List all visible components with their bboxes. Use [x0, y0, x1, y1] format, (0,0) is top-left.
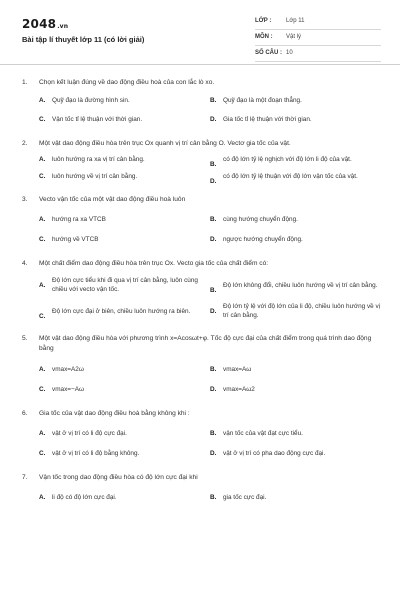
option-c[interactable]	[39, 235, 210, 244]
option-letter: D.	[210, 450, 217, 457]
option-letter: C.	[39, 236, 46, 243]
option-letter: A.	[39, 366, 46, 373]
meta-row-count	[255, 46, 381, 62]
option-b[interactable]	[210, 281, 381, 294]
option-letter: C.	[39, 386, 46, 393]
logo-main: 2048	[22, 17, 57, 31]
question-stem	[22, 195, 382, 205]
option-letter: B.	[210, 366, 217, 373]
option-text: vmax=Aω2	[223, 386, 255, 393]
question-7	[22, 473, 382, 502]
question-2	[22, 139, 382, 185]
option-c[interactable]	[39, 115, 210, 124]
option-c[interactable]	[39, 307, 210, 320]
option-row	[39, 302, 382, 320]
option-text: Gia tốc tỉ lệ thuận với thời gian.	[223, 116, 312, 123]
meta-row-class	[255, 14, 381, 30]
option-letter: C.	[39, 450, 46, 457]
question-text: Một vật dao động điều hòa với phương trình x=Acosωt+φ. Tốc độ cực đại của chất điểm trong quá trình dao động bằng	[39, 335, 372, 352]
option-d[interactable]	[210, 302, 381, 320]
option-c[interactable]	[39, 449, 210, 458]
question-text: Vecto vận tốc của một vật dao động điều hoà luôn	[39, 196, 186, 203]
option-row	[39, 172, 382, 185]
option-text: Độ lớn cực tiểu khi đi qua vị trí cân bằng, luôn cùng chiều với vecto vận tốc.	[52, 277, 198, 293]
option-c[interactable]	[39, 172, 210, 181]
option-text: có độ lớn tỷ lệ thuận với độ lớn vận tốc của vật.	[223, 173, 358, 180]
option-text: vmax=−Aω	[52, 386, 84, 393]
option-text: li độ có độ lớn cực đại.	[52, 494, 117, 501]
question-number: 2.	[22, 140, 28, 147]
option-letter: B.	[210, 494, 217, 501]
option-text: ngược hướng chuyển động.	[223, 236, 303, 243]
option-b[interactable]	[210, 493, 381, 502]
question-text: Chọn kết luận đúng về dao động điều hoà của con lắc lò xo.	[39, 79, 215, 86]
document-header	[0, 0, 400, 65]
option-text: Độ lớn không đổi, chiều luôn hướng về vị trí cân bằng.	[223, 281, 378, 289]
option-row	[39, 155, 382, 168]
site-logo[interactable]	[22, 17, 68, 31]
option-d[interactable]	[210, 115, 381, 124]
logo-suffix: .vn	[57, 23, 69, 30]
option-text: vật ở vị trí có li độ bằng không.	[52, 450, 140, 457]
option-row	[39, 115, 382, 124]
meta-label: LỚP :	[255, 18, 272, 24]
question-text: Gia tốc của vật dao động điều hoà bằng không khi :	[39, 410, 190, 417]
question-text: Một vật dao động điều hòa trên trục Ox quanh vị trí cân bằng O. Vectơ gia tốc của vật.	[39, 140, 291, 147]
option-list	[39, 276, 382, 320]
option-letter: B.	[210, 216, 217, 223]
option-a[interactable]	[39, 215, 210, 224]
option-letter: A.	[39, 97, 46, 104]
option-row	[39, 276, 382, 294]
question-stem	[22, 409, 382, 419]
option-d[interactable]	[210, 385, 381, 394]
option-d[interactable]	[210, 449, 381, 458]
question-5	[22, 334, 382, 394]
option-a[interactable]	[39, 276, 210, 294]
question-number: 7.	[22, 474, 28, 481]
option-c[interactable]	[39, 385, 210, 394]
question-list	[0, 78, 400, 502]
option-b[interactable]	[210, 365, 381, 374]
question-stem	[22, 473, 382, 483]
option-list	[39, 96, 382, 124]
option-row	[39, 429, 382, 438]
question-stem	[22, 78, 382, 88]
option-text: gia tốc cực đại.	[223, 494, 267, 501]
question-number: 5.	[22, 335, 28, 342]
option-a[interactable]	[39, 96, 210, 105]
option-text: Vận tốc tỉ lệ thuận với thời gian.	[52, 116, 143, 123]
option-list	[39, 215, 382, 244]
option-letter: B.	[210, 430, 217, 437]
question-number: 1.	[22, 79, 28, 86]
option-text: có độ lớn tỷ lệ nghịch với độ lớn li độ của vật.	[223, 156, 352, 163]
option-list	[39, 365, 382, 394]
option-b[interactable]	[210, 96, 381, 105]
question-number: 4.	[22, 260, 28, 267]
option-letter: C.	[39, 173, 46, 180]
document-title: Bài tập lí thuyết lớp 11 (có lời giải)	[22, 35, 145, 44]
option-row	[39, 449, 382, 458]
option-letter: A.	[39, 156, 46, 163]
option-letter: A.	[39, 430, 46, 437]
option-letter: D.	[210, 178, 217, 185]
meta-label: MÔN :	[255, 34, 273, 40]
option-a[interactable]	[39, 429, 210, 438]
option-letter: C.	[39, 116, 46, 123]
option-list	[39, 155, 382, 185]
option-b[interactable]	[210, 429, 381, 438]
meta-row-subject	[255, 30, 381, 46]
option-letter: B.	[210, 97, 217, 104]
option-text: hướng về VTCB	[52, 236, 99, 243]
option-letter: A.	[39, 216, 46, 223]
option-text: luôn hướng về vị trí cân bằng.	[52, 173, 138, 180]
meta-label: SỐ CÂU :	[255, 50, 282, 56]
option-text: vật ở vị trí có li độ cực đại.	[52, 430, 127, 437]
option-text: hướng ra xa VTCB	[52, 216, 106, 223]
option-row	[39, 385, 382, 394]
question-text: Vận tốc trong dao động điều hòa có độ lớn cực đại khi	[39, 474, 198, 481]
option-b[interactable]	[210, 215, 381, 224]
option-d[interactable]	[210, 172, 381, 185]
option-row	[39, 96, 382, 105]
option-text: Quỹ đạo là đường hình sin.	[52, 97, 130, 104]
option-letter: D.	[210, 116, 217, 123]
question-number: 6.	[22, 410, 28, 417]
option-row	[39, 365, 382, 374]
option-a[interactable]	[39, 155, 210, 164]
option-text: Độ lớn cực đại ở biên, chiều luôn hướng ra biên.	[52, 307, 191, 315]
option-letter: D.	[210, 386, 217, 393]
option-list	[39, 493, 382, 502]
option-row	[39, 493, 382, 502]
option-letter: D.	[210, 308, 217, 315]
meta-value: 10	[286, 50, 293, 56]
question-6	[22, 409, 382, 458]
option-row	[39, 215, 382, 224]
option-text: vận tốc của vật đạt cực tiểu.	[223, 430, 303, 437]
option-a[interactable]	[39, 493, 210, 502]
option-text: vmax=A2ω	[52, 366, 84, 373]
question-4	[22, 259, 382, 320]
option-a[interactable]	[39, 365, 210, 374]
question-3	[22, 195, 382, 244]
question-stem	[22, 334, 382, 354]
option-d[interactable]	[210, 235, 381, 244]
option-letter: A.	[39, 494, 46, 501]
option-text: luôn hướng ra xa vị trí cân bằng.	[52, 156, 145, 163]
option-text: Độ lớn tỷ lệ với độ lớn của li độ, chiều luôn hướng về vị trí cân bằng.	[223, 303, 381, 319]
option-text: vật ở vị trí có pha dao động cực đại.	[223, 450, 326, 457]
meta-value: Vật lý	[286, 34, 302, 40]
option-text: vmax=Aω	[223, 366, 252, 373]
question-stem	[22, 139, 382, 149]
option-row	[39, 235, 382, 244]
option-text: Quỹ đạo là một đoạn thẳng.	[223, 97, 302, 104]
question-1	[22, 78, 382, 124]
option-letter: A.	[39, 282, 46, 289]
option-letter: C.	[39, 312, 46, 320]
option-text: cùng hướng chuyển động.	[223, 216, 298, 223]
question-stem	[22, 259, 382, 269]
option-letter: B.	[210, 161, 217, 168]
option-list	[39, 429, 382, 458]
meta-table	[255, 14, 381, 62]
option-b[interactable]	[210, 155, 381, 168]
question-text: Một chất điểm dao động điều hòa trên trục Ox. Vecto gia tốc của chất điểm có:	[39, 260, 269, 267]
question-number: 3.	[22, 196, 28, 203]
option-letter: D.	[210, 236, 217, 243]
meta-value: Lớp 11	[286, 18, 305, 24]
option-letter: B.	[210, 286, 217, 294]
